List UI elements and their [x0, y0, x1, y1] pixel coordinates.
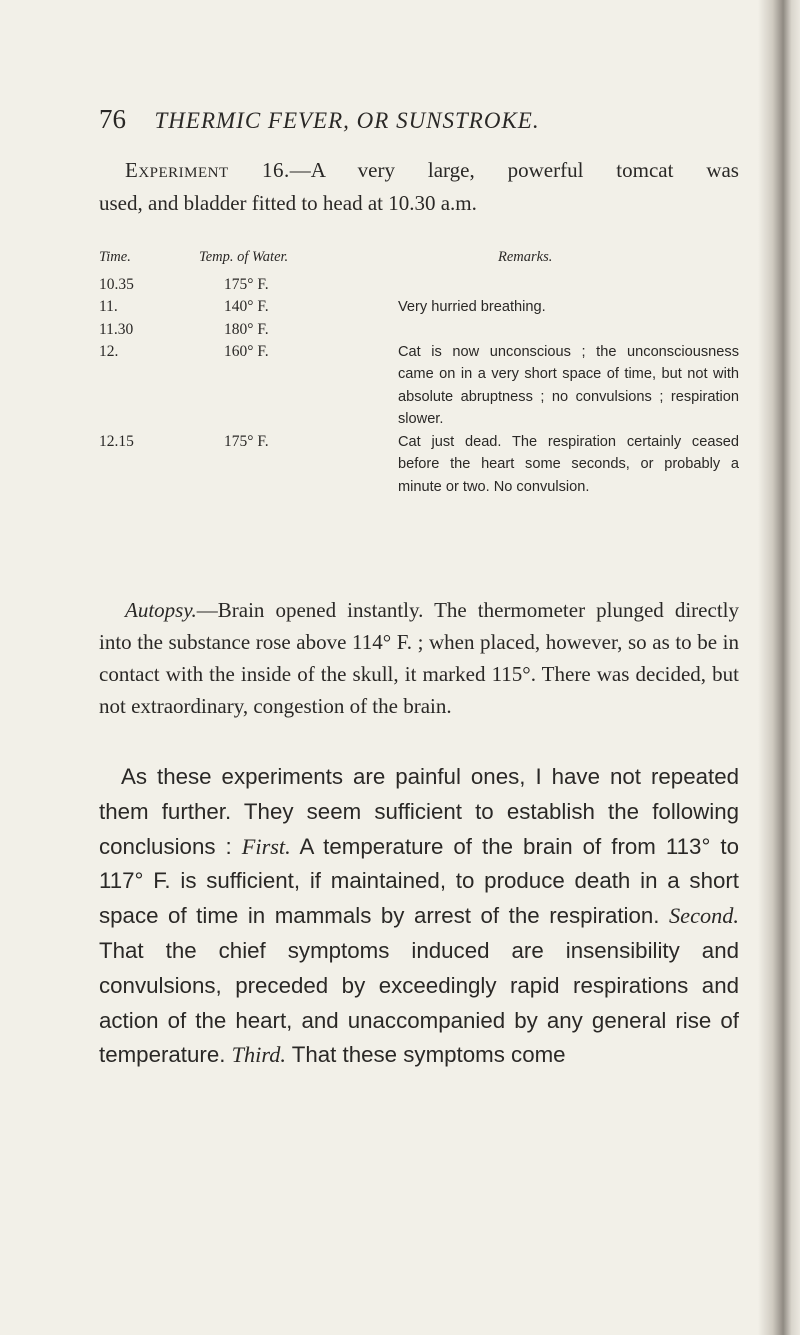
row-time: 10.35	[99, 276, 134, 293]
experiment-label: Experiment 16.	[125, 158, 290, 182]
autopsy-label: Autopsy.	[125, 598, 197, 622]
intro-line-1-text: —A very large, powerful tomcat was	[289, 158, 739, 182]
header-temp: Temp. of Water.	[199, 249, 289, 265]
row-remark: Cat just dead. The respiration certainly ceased before the heart some seconds, or probably a minute or two. No convulsion.	[398, 433, 739, 495]
row-temp: 160° F.	[224, 342, 269, 360]
intro-line-2: used, and bladder fitted to head at 10.30 a.m.	[99, 191, 477, 215]
experiment-intro	[99, 154, 739, 220]
header-time: Time.	[99, 249, 131, 265]
second-label: Second.	[669, 903, 739, 929]
running-title: THERMIC FEVER, OR SUNSTROKE.	[154, 108, 540, 133]
intro-line-1	[99, 154, 739, 187]
row-remark: Cat is now unconscious ; the unconsciousness came on in a very short space of time, but not with absolute abruptness ; no convulsions ; respiration slower.	[398, 343, 739, 427]
conclusion-paragraph	[99, 760, 739, 1073]
conclusion-first: A temperature of the brain of from 113° to 117° F. is sufficient, if maintained, to produce death in a short space of time in mammals by arrest of the respiration.	[99, 833, 739, 929]
page-edge-shadow	[758, 0, 800, 1335]
experiment-table	[99, 246, 739, 498]
page-header	[99, 104, 739, 135]
conclusion-third: That these symptoms come	[285, 1042, 566, 1068]
row-temp: 175° F.	[224, 276, 269, 293]
page-number: 76	[99, 104, 126, 134]
first-label: First.	[241, 833, 291, 859]
row-time: 12.	[99, 342, 119, 360]
row-time: 12.15	[99, 432, 134, 450]
row-time: 11.	[99, 298, 118, 315]
conclusion-intro: As these experiments are painful ones, I have not repeated them further. They seem sufficient to establish the following conclusions :	[99, 764, 739, 859]
row-time: 11.30	[99, 320, 134, 338]
conclusion-second: That the chief symptoms induced are insensibility and convulsions, preceded by exceedingly rapid respirations and action of the heart, and unaccompanied by any general rise of temperature.	[99, 937, 739, 1068]
row-remark	[398, 274, 739, 296]
row-temp: 180° F.	[224, 320, 269, 338]
third-label: Third.	[231, 1042, 286, 1068]
autopsy-paragraph	[99, 594, 739, 722]
header-remarks: Remarks.	[498, 249, 553, 265]
table-row	[99, 341, 739, 431]
row-temp: 140° F.	[224, 298, 269, 315]
autopsy-text: —Brain opened instantly. The thermometer plunged directly into the substance rose above 114° F. ; when placed, however, so as to be in contact with the inside of the skull, it marked 115°. There was decided, but not extraordinary, congestion of the brain.	[99, 598, 739, 718]
table-header	[99, 246, 739, 274]
table-row	[99, 274, 739, 296]
row-temp: 175° F.	[224, 432, 269, 450]
row-remark: Very hurried breathing.	[398, 299, 546, 315]
table-row	[99, 431, 739, 499]
table-row	[99, 319, 739, 341]
table-row	[99, 296, 739, 319]
row-remark	[398, 319, 739, 341]
